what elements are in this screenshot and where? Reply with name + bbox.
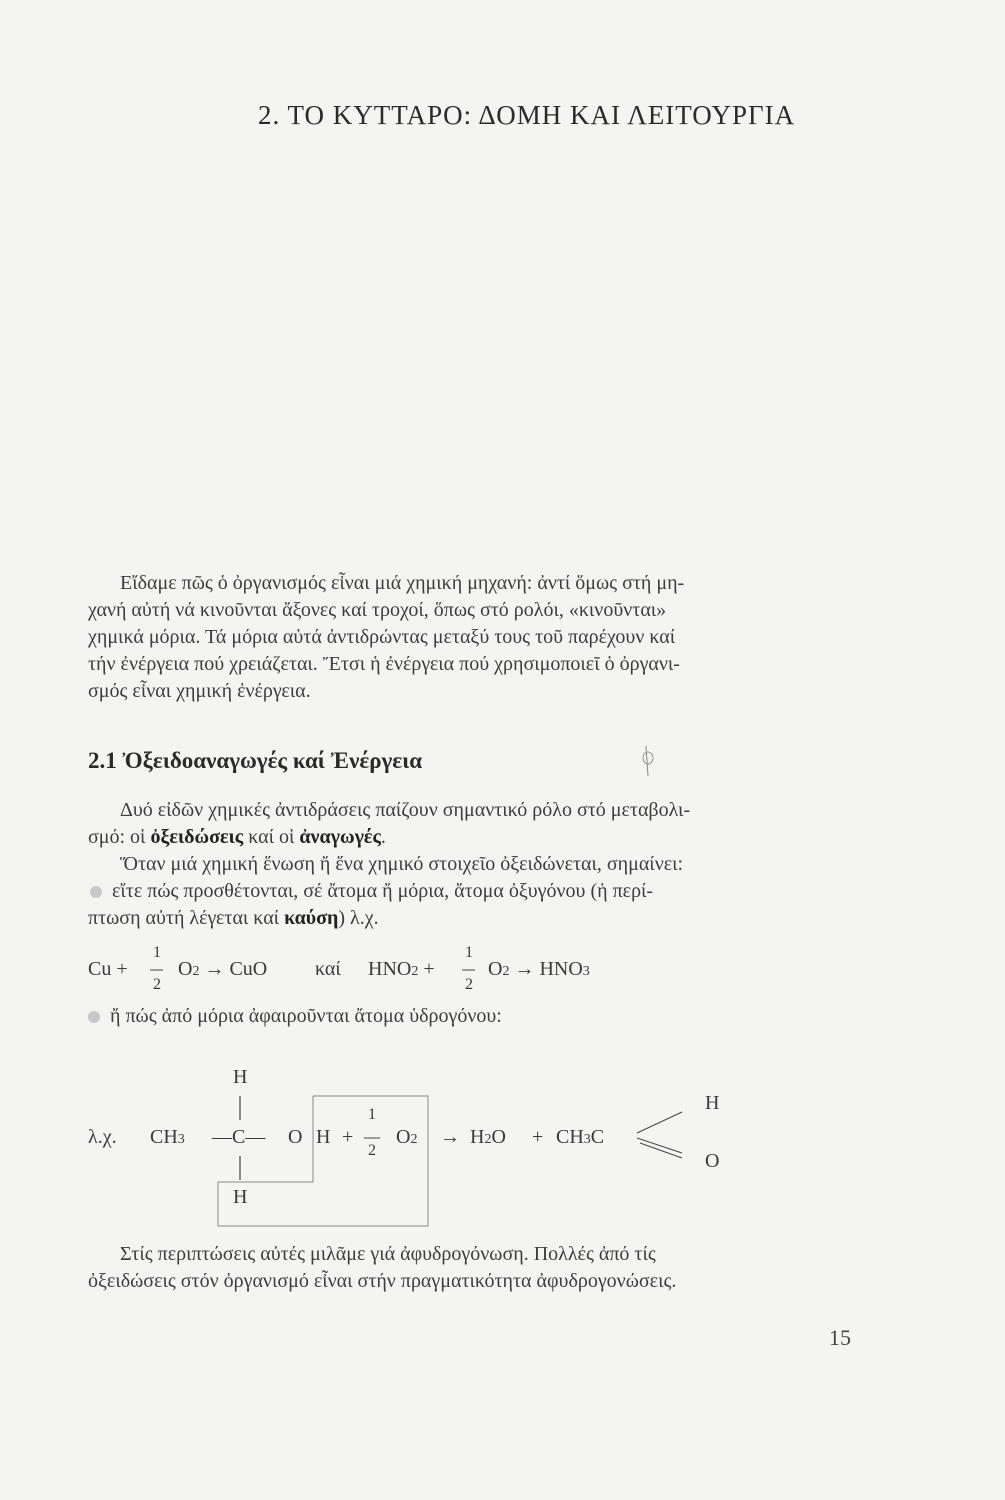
- eq-text: O: [178, 958, 193, 980]
- pencil-mark: [646, 746, 648, 776]
- eq-text: HNO: [368, 958, 412, 980]
- body-text: ) λ.χ.: [338, 907, 379, 929]
- eq-text: +: [418, 958, 435, 980]
- conjunction: καί: [315, 958, 341, 980]
- oxygen-atom: O: [288, 1126, 303, 1148]
- eq-prefix: λ.χ.: [88, 1126, 117, 1148]
- term-oxidation: ὀξειδώσεις: [150, 826, 244, 848]
- fraction-numerator: 1: [153, 944, 161, 961]
- eq-subscript: 2: [502, 964, 510, 979]
- reaction-arrow: →: [440, 1126, 460, 1148]
- pencil-mark: [643, 752, 653, 764]
- eq-subscript: 2: [484, 1132, 492, 1147]
- term-reduction: ἀναγωγές: [299, 826, 381, 848]
- single-bond: [637, 1112, 682, 1133]
- intro-line: Εἴδαμε πῶς ὁ ὀργανισμός εἶναι μιά χημική μηχανή: ἀντί ὅμως στή μη-: [120, 572, 685, 594]
- body-text: καί οἱ: [243, 826, 300, 848]
- body-text: πτωση αὐτή λέγεται καί: [88, 907, 285, 929]
- closing-line: ὀξειδώσεις στόν ὀργανισμό εἶναι στήν πραγματικότητα ἀφυδρογονώσεις.: [88, 1270, 677, 1292]
- body-text: .: [380, 826, 386, 848]
- closing-paragraph: [88, 1241, 858, 1295]
- fraction-denominator: 2: [368, 1142, 376, 1159]
- page-number: 15: [829, 1325, 851, 1350]
- eq-subscript: 2: [192, 964, 200, 979]
- intro-line: χημικά μόρια. Τά μόρια αὐτά ἀντιδρώντας μεταξύ τους τοῦ παρέχουν καί: [88, 626, 676, 648]
- aldehyde-oxygen: O: [705, 1150, 720, 1172]
- hydrogen-top: H: [233, 1066, 248, 1088]
- eq-subscript: 3: [583, 1132, 591, 1147]
- bracket-box: [218, 1096, 428, 1226]
- plus-sign: +: [342, 1126, 354, 1148]
- body-text: σμό: οἱ: [88, 826, 151, 848]
- eq-text: Cu +: [88, 958, 128, 980]
- body-line: Ὅταν μιά χημική ἕνωση ἤ ἕνα χημικό στοιχεῖο ὀξειδώνεται, σημαίνει:: [120, 853, 684, 875]
- intro-line: χανή αὐτή νά κινοῦνται ἄξονες καί τροχοί, ὅπως στό ρολόι, «κινοῦνται»: [88, 599, 667, 621]
- bullet-text: ἤ πώς ἀπό μόρια ἀφαιροῦνται ἄτομα ὑδρογόνου:: [110, 1005, 502, 1027]
- fraction-denominator: 2: [465, 976, 473, 993]
- eq-text: → CuO: [204, 958, 268, 980]
- fraction-numerator: 1: [465, 944, 473, 961]
- section-heading: 2.1 Ὀξειδοαναγωγές καί Ἐνέργεια: [88, 748, 423, 773]
- carbon-atom: —C—: [212, 1126, 266, 1148]
- body-line: Δυό εἰδῶν χημικές ἀντιδράσεις παίζουν σημαντικό ρόλο στό μεταβολι-: [120, 799, 691, 821]
- eq-text: H: [470, 1126, 485, 1148]
- fraction-numerator: 1: [368, 1106, 376, 1123]
- eq-subscript: 3: [177, 1132, 185, 1147]
- eq-subscript: 3: [582, 964, 590, 979]
- eq-text: CH: [556, 1126, 584, 1148]
- eq-text: C: [590, 1126, 605, 1148]
- term-combustion: καύση: [284, 907, 339, 929]
- eq-subscript: 2: [411, 964, 419, 979]
- intro-line: τήν ἐνέργεια πού χρειάζεται. Ἔτσι ἡ ἐνέργεια πού χρησιμοποιεῖ ὁ ὀργανι-: [88, 653, 680, 675]
- eq-text: O: [488, 958, 503, 980]
- bullet-text: εἴτε πώς προσθέτονται, σέ ἄτομα ἤ μόρια, ἄτομα ὀξυγόνου (ἡ περί-: [112, 880, 654, 902]
- eq-text: O: [396, 1126, 411, 1148]
- hydrogen-atom: H: [316, 1126, 331, 1148]
- eq-text: O: [491, 1126, 506, 1148]
- fraction-denominator: 2: [153, 976, 161, 993]
- intro-line: σμός εἶναι χημική ἐνέργεια.: [88, 680, 311, 702]
- eq-subscript: 2: [410, 1132, 418, 1147]
- double-bond: [637, 1138, 682, 1153]
- eq-text: CH: [150, 1126, 178, 1148]
- hydrogen-bottom: H: [233, 1186, 248, 1208]
- aldehyde-hydrogen: H: [705, 1092, 720, 1114]
- plus-sign: +: [532, 1126, 544, 1148]
- chapter-title: 2. ΤΟ ΚΥΤΤΑΡΟ: ΔΟΜΗ ΚΑΙ ΛΕΙΤΟΥΡΓΙΑ: [258, 100, 796, 130]
- closing-line: Στίς περιπτώσεις αὐτές μιλᾶμε γιά ἀφυδρογόνωση. Πολλές ἀπό τίς: [120, 1243, 656, 1265]
- eq-text: → HNO: [514, 958, 583, 980]
